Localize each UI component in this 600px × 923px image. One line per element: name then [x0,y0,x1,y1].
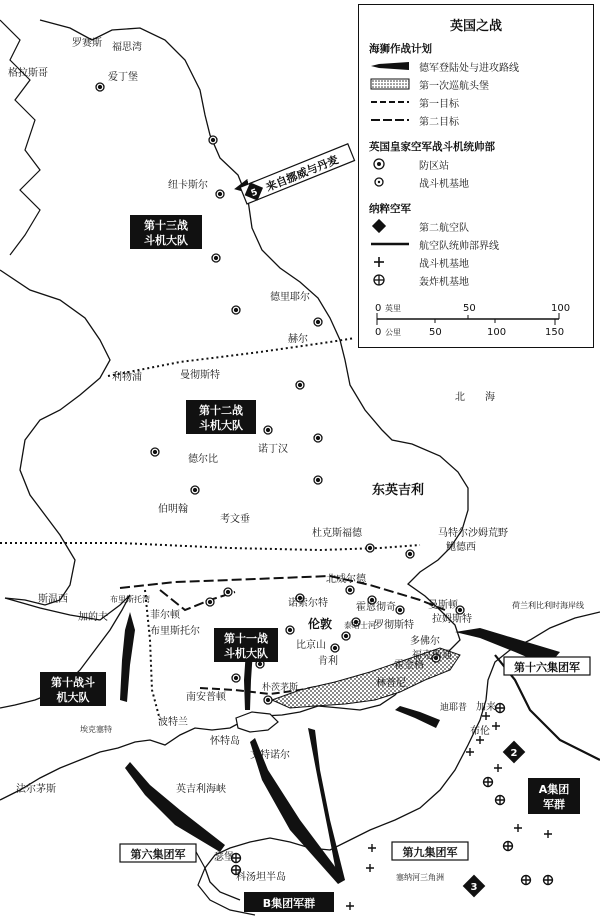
legend-item-label: 德军登陆处与进攻路线 [419,62,519,74]
legend-item-label: 防区站 [419,160,449,172]
first-objective-symbol [369,95,413,109]
legend-item [369,95,459,109]
lw-bomber-base-icon [369,273,413,287]
legend-section-luftwaffe: 纳粹空军 [369,203,411,215]
scale-tick: 100 [487,327,507,338]
legend-item-label: 战斗机基地 [419,178,469,190]
luftflotte-3-marker [463,875,486,898]
svg-text:5: 5 [249,187,260,200]
place-label: 迪耶普 [440,703,468,713]
legend-item [369,273,469,287]
place-label: 布里斯托尔 [150,626,200,637]
place-label: 考文垂 [220,514,250,525]
svg-text:机大队: 机大队 [56,691,90,704]
legend-item-label: 轰炸机基地 [419,276,469,288]
invasion-route-symbol [369,59,413,73]
place-label: 南安普顿 [186,692,226,703]
place-label: 霍金格 [394,660,424,671]
svg-text:斗机大队: 斗机大队 [224,647,268,660]
second-objective-symbol [369,113,413,127]
legend-item-label: 第一次巡航头堡 [419,80,489,92]
scale-tick: 50 [463,303,476,314]
fighter-base-icon [369,175,413,189]
svg-text:第十一战: 第十一战 [224,632,268,645]
place-label: 怀特岛 [210,736,240,747]
svg-text:B集团军群: B集团军群 [262,897,316,910]
scale-bar [373,297,583,341]
army16-label [504,657,590,675]
place-label: 加来 [476,702,496,713]
place-label: 布伦 [470,726,490,737]
svg-text:第十六集团军: 第十六集团军 [514,661,580,674]
legend-item [369,59,519,73]
place-label: 林普尼 [376,678,406,689]
lw-fighter-base-icon [369,255,413,269]
scale-unit: 公里 [385,328,401,337]
place-label: 罗赛斯 [72,38,102,49]
scale-tick: 0 [375,327,382,338]
svg-text:2: 2 [510,748,518,759]
place-label: 布里斯托湾 [110,595,150,604]
legend-item [369,219,469,233]
svg-text:来自挪威与丹麦: 来自挪威与丹麦 [263,153,341,195]
place-label: 拉姆斯特 [432,614,472,625]
place-label: 北威尔德 [326,574,366,585]
norway-label [240,143,355,205]
legend-item [369,157,449,171]
svg-text:第十三战: 第十三战 [144,219,188,232]
place-label: 伯明翰 [158,504,188,515]
group12-label [186,400,256,434]
place-label: 埃克塞特 [80,725,112,734]
place-label: 德尔比 [188,454,218,465]
svg-text:军群: 军群 [543,798,565,811]
place-label: 格拉斯哥 [8,68,48,79]
legend-item [369,77,489,91]
army9-label [392,842,468,860]
legend-item-label: 战斗机基地 [419,258,469,270]
svg-text:3: 3 [470,882,478,893]
legend-item [369,255,469,269]
place-label: 肯利 [318,656,338,667]
place-label: 罗彻斯特 [374,620,414,631]
group10-label [40,672,106,706]
place-label: 霍恩彻奇 [356,602,396,613]
place-label: 塞纳河三角洲 [396,873,444,882]
place-label: 菲尔顿 [150,610,180,621]
group13-label [130,215,202,249]
place-label: 科汤坦半岛 [236,872,286,883]
region-label: 东英吉利 [372,483,425,498]
place-label: 法尔茅斯 [16,784,56,795]
place-label: 荷兰利比利时海岸线 [512,601,584,610]
luftflotte-icon [369,219,413,233]
svg-text:A集团: A集团 [538,783,570,796]
legend-item-label: 第一目标 [419,98,459,110]
legend-title: 英国之战 [449,19,502,34]
bridgehead-symbol [369,77,413,91]
place-label: 朴茨茅斯 [262,683,299,693]
place-label: 利物浦 [112,372,142,383]
place-label: 文特诺尔 [250,750,290,761]
place-label: 鲍德西 [446,542,476,553]
place-label: 曼斯顿 [428,600,458,611]
legend-item-label: 第二航空队 [419,222,469,234]
scale-tick: 50 [429,327,442,338]
army-group-a-label [528,778,580,814]
luftflotte-2-marker [503,741,526,764]
place-label: 杜克斯福德 [312,528,362,539]
place-label: 波特兰 [158,717,188,728]
svg-text:第十战斗: 第十战斗 [51,676,95,689]
svg-text:斗机大队: 斗机大队 [144,234,188,247]
scale-tick: 100 [551,303,571,314]
army6-label [120,844,196,862]
legend-item [369,175,469,189]
legend-item [369,237,499,251]
place-label: 爱丁堡 [108,72,138,83]
svg-text:第六集团军: 第六集团军 [130,848,186,861]
legend-section-raf: 英国皇家空军战斗机统帅部 [369,141,495,153]
luftflotte-boundary-symbol [369,237,413,251]
place-label: 赫尔 [288,334,308,345]
place-label: 多佛尔 [410,636,440,647]
place-label: 英吉利海峡 [176,784,226,795]
legend-section-sealion: 海狮作战计划 [369,43,432,55]
svg-text:第九集团军: 第九集团军 [402,846,458,859]
place-label: 福思湾 [112,42,142,53]
place-label: 伦敦 [308,617,333,631]
scale-unit: 英里 [385,304,401,313]
place-label: 曼彻斯特 [180,370,220,381]
place-label: 马特尔沙姆荒野 [438,528,508,539]
scale-tick: 150 [545,327,565,338]
group11-label [214,628,278,662]
legend-item-label: 第二目标 [419,116,459,128]
scale-tick: 0 [375,303,382,314]
map-legend [358,4,594,348]
place-label: 诺索尔特 [288,598,328,609]
place-label: 德里耶尔 [270,292,310,303]
place-label: 瑟堡 [214,852,234,863]
place-label: 加的夫 [78,612,108,623]
legend-item [369,113,459,127]
sector-station-icon [369,157,413,171]
place-label: 诺丁汉 [258,444,288,455]
place-label: 纽卡斯尔 [168,180,208,191]
place-label: 泰晤士河 [344,621,376,630]
place-label: 福克斯通 [412,650,452,661]
svg-text:斗机大队: 斗机大队 [199,419,243,432]
army-group-b-label [244,892,334,912]
place-label: 斯温西 [38,594,68,605]
place-label: 北 海 [455,392,495,403]
place-label: 比京山 [296,640,326,651]
svg-text:第十二战: 第十二战 [199,404,243,417]
legend-item-label: 航空队统帅部界线 [419,240,499,252]
